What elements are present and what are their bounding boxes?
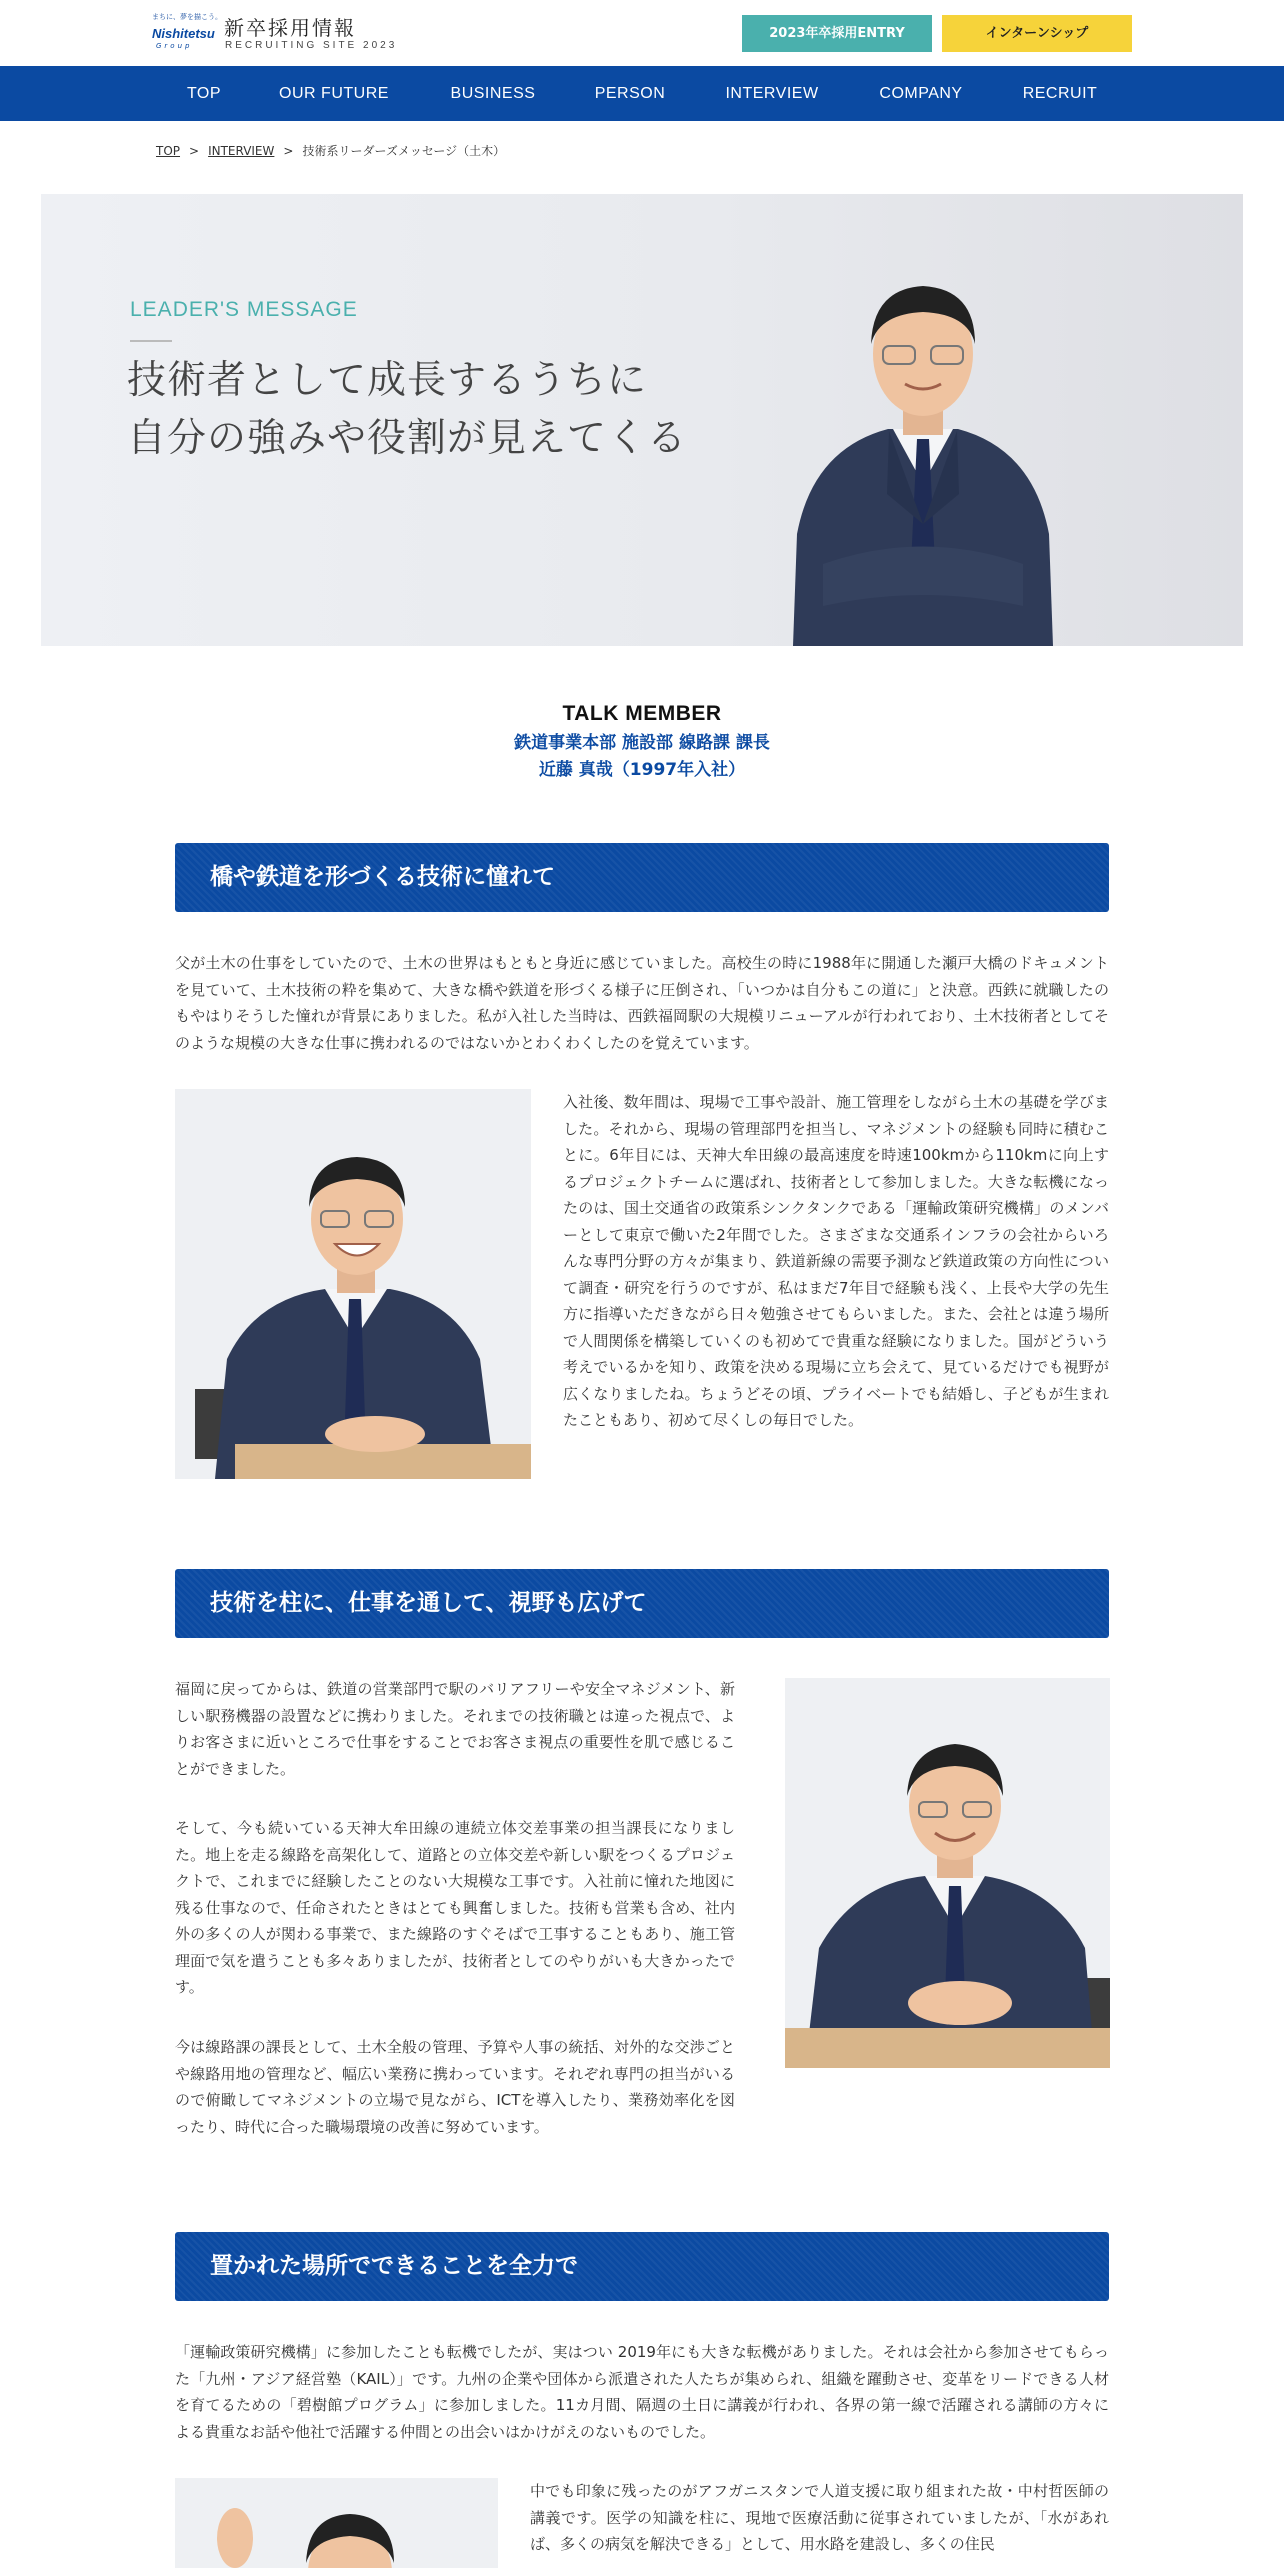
site-logo[interactable] — [150, 10, 550, 56]
site-subtitle: RECRUITING SITE 2023 — [225, 40, 398, 51]
hero-label: LEADER'S MESSAGE — [130, 298, 358, 321]
section-1-paragraph-1: 父が土木の仕事をしていたので、土木の世界はもともと身近に感じていました。高校生の時に1988年に開通した瀬戸大橋のドキュメントを見ていて、土木技術の粋を集めて、大きな橋や鉄道を形づくる様子に圧倒され、「いつかは自分もこの道に」と決意。西鉄に就職したのもやはりそうした憧れが背景にありました。私が入社した当時は、西鉄福岡駅の大規模リニューアルが行われており、土木技術者としてそのような規模の大きな仕事に携われるのではないかとわくわくしたのを覚えています。 — [175, 954, 1109, 1052]
breadcrumb-interview-link[interactable]: INTERVIEW — [208, 144, 275, 158]
talk-member-department: 鉄道事業本部 施設部 線路課 課長 — [514, 733, 770, 753]
nav-item-business[interactable]: BUSINESS — [450, 85, 536, 102]
hero-divider — [130, 340, 172, 342]
nav-item-interview[interactable]: INTERVIEW — [725, 85, 819, 102]
site-header — [0, 0, 1284, 66]
logo-tagline: まちに、夢を描こう。 — [152, 13, 222, 21]
section-heading-1: 橋や鉄道を形づくる技術に憧れて — [175, 843, 1109, 912]
hero-banner — [41, 194, 1243, 646]
breadcrumb-separator: > — [283, 144, 294, 158]
talk-member — [0, 702, 1284, 784]
nav-item-top[interactable]: TOP — [186, 85, 222, 102]
nav-item-company[interactable]: COMPANY — [879, 85, 963, 102]
internship-button[interactable]: インターンシップ — [942, 15, 1132, 52]
nishitetsu-logo-mark — [150, 10, 222, 56]
site-title: 新卒採用情報 — [224, 16, 356, 40]
section-heading-3: 置かれた場所でできることを全力で — [175, 2232, 1109, 2301]
section-heading-2: 技術を柱に、仕事を通して、視野も広げて — [175, 1569, 1109, 1638]
breadcrumb-separator: > — [189, 144, 200, 158]
hero-portrait-photo — [783, 234, 1063, 646]
interview-photo-3 — [175, 2478, 498, 2568]
nav-item-our-future[interactable]: OUR FUTURE — [279, 85, 389, 102]
section-2-paragraph-2: そして、今も続いている天神大牟田線の連続立体交差事業の担当課長になりました。地上を走る線路を高架化して、道路との立体交差や新しい駅をつくるプロジェクトで、これまでに経験したことのない大規模な工事です。入社前に憧れた地図に残る仕事なので、任命されたときはとても興奮しました。技術も営業も含め、社内外の多くの人が関わる事業で、また線路のすぐそばで工事することもあり、施工管理面で気を遣うことも多々ありましたが、技術者としてのやりがいも大きかったです。 — [175, 1819, 735, 1996]
breadcrumb-top-link[interactable]: TOP — [156, 144, 181, 158]
interview-photo-2 — [785, 1678, 1110, 2068]
nav-item-person[interactable]: PERSON — [594, 85, 666, 102]
talk-member-name: 近藤 真哉（1997年入社） — [538, 760, 746, 780]
section-2-paragraph-1: 福岡に戻ってからは、鉄道の営業部門で駅のバリアフリーや安全マネジメント、新しい駅務機器の設置などに携わりました。それまでの技術職とは違った視点で、よりお客さまに近いところで仕事をすることでお客さま視点の重要性を肌で感じることができました。 — [175, 1680, 735, 1778]
global-nav — [0, 66, 1284, 121]
talk-member-title: TALK MEMBER — [562, 702, 722, 725]
section-3-paragraph-1: 「運輸政策研究機構」に参加したことも転機でしたが、実はつい 2019年にも大きな転機がありました。それは会社から参加させてもらった「九州・アジア経営塾（KAIL）」です。九州の企業や団体から派遣された人たちが集められ、組織を躍動させ、変革をリードできる人材を育てるための「碧樹館プログラム」に参加しました。11カ月間、隔週の土日に講義が行われ、各界の第一線で活躍される講師の方々による貴重なお話や他社で活躍する仲間との出会いはかけがえのないものでした。 — [175, 2343, 1109, 2441]
section-2-paragraph-3: 今は線路課の課長として、土木全般の管理、予算や人事の統括、対外的な交渉ごとや線路用地の管理など、幅広い業務に携わっています。それぞれ専門の担当がいるので俯瞰してマネジメントの立場で見ながら、ICTを導入したり、業務効率化を図ったり、時代に合った職場環境の改善に努めています。 — [175, 2038, 735, 2136]
entry-button[interactable]: 2023年卒採用ENTRY — [742, 15, 932, 52]
hero-title-line2: 自分の強みや役割が見えてくる — [127, 416, 688, 461]
section-1-paragraph-2: 入社後、数年間は、現場で工事や設計、施工管理をしながら土木の基礎を学びました。それから、現場の管理部門を担当し、マネジメントの経験も同時に積むことに。6年目には、天神大牟田線の最高速度を時速100kmから110kmに向上するプロジェクトチームに選ばれ、技術者として参加しました。大きな転機になったのは、国土交通省の政策系シンクタンクである「運輸政策研究機構」のメンバーとして東京で働いた2年間でした。さまざまな交通系インフラの会社からいろんな専門分野の方々が集まり、鉄道新線の需要予測など鉄道政策の方向性について調査・研究を行うのですが、私はまだ7年目で経験も浅く、上長や大学の先生方に指導いただきながら日々勉強させてもらいました。また、会社とは違う場所で人間関係を構築していくのも初めてで貴重な経験になりました。国がどういう考えでいるかを知り、政策を決める現場に立ち会えて、見ているだけでも視野が広くなりましたね。ちょうどその頃、プライベートでも結婚し、子どもが生まれたこともあり、初めて尽くしの毎日でした。 — [563, 1093, 1109, 1429]
logo-brand: Nishitetsu — [152, 26, 215, 41]
logo-group: Group — [156, 42, 193, 50]
hero-title-line1: 技術者として成長するうちに — [127, 358, 648, 403]
hero-title — [127, 352, 687, 468]
interview-photo-1 — [175, 1089, 531, 1479]
section-3-paragraph-2: 中でも印象に残ったのがアフガニスタンで人道支援に取り組まれた故・中村哲医師の講義です。医学の知識を柱に、現地で医療活動に従事されていましたが、「水があれば、多くの病気を解決できる」として、用水路を建設し、多くの住民 — [530, 2482, 1109, 2553]
nav-item-recruit[interactable]: RECRUIT — [1022, 85, 1098, 102]
breadcrumb — [156, 142, 505, 159]
breadcrumb-current: 技術系リーダーズメッセージ（土木） — [302, 144, 506, 158]
